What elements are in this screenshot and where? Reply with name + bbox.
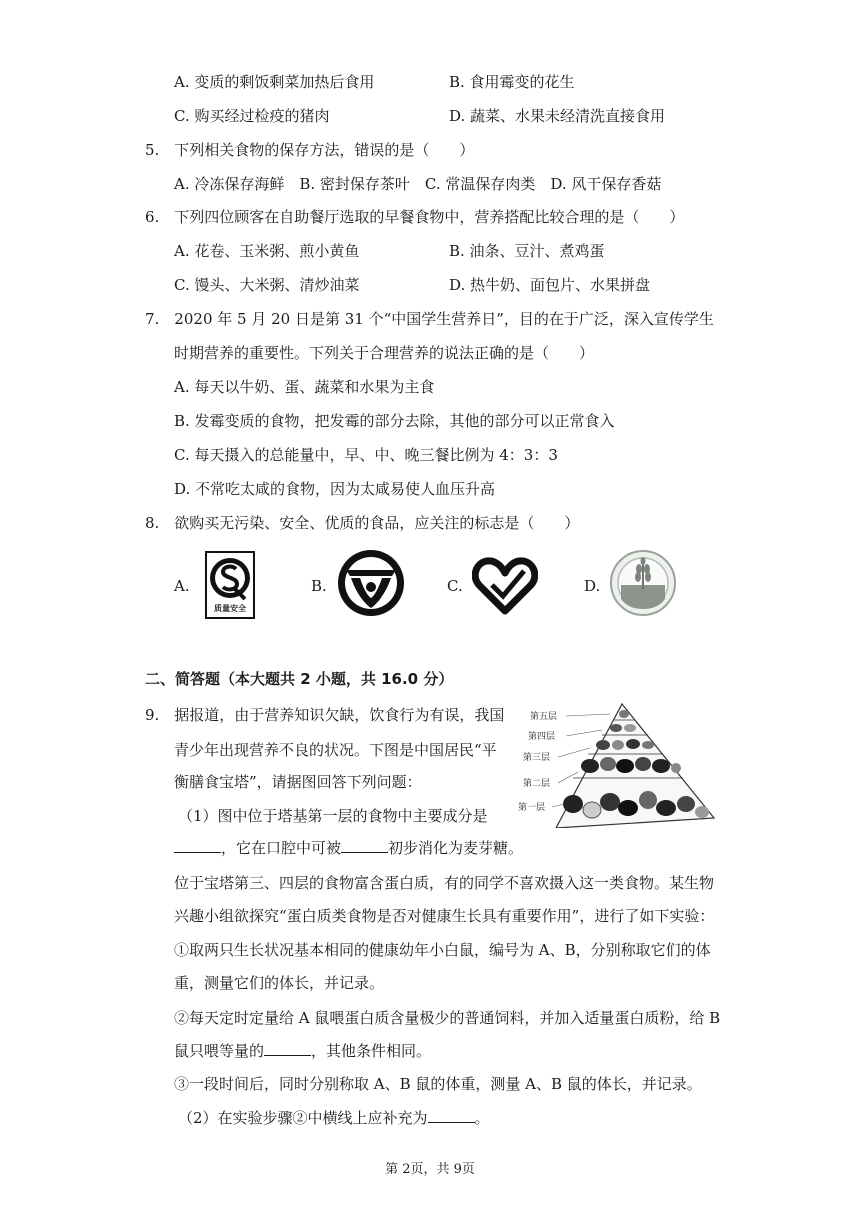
q9-line13 [178,1108,490,1128]
q9-line10: ②每天定时定量给 A 鼠喂蛋白质含量极少的普通饲料，并加入适量蛋白质粉，给 B [174,1009,721,1027]
answer-blank-4[interactable] [428,1108,475,1123]
pyramid-label-layer3: 第三层 [523,753,551,763]
balanced-diet-pyramid-figure [518,700,718,832]
q9-line13-end: 。 [474,1109,490,1127]
q9-line11 [174,1041,431,1061]
pyramid-label-layer2: 第二层 [523,779,551,789]
q9-line12: ③一段时间后，同时分别称取 A、B 鼠的体重，测量 A、B 鼠的体长，并记录。 [174,1075,702,1093]
q8-label-a: A. [174,577,190,595]
q9-line1: 9. 据报道，由于营养知识欠缺，饮食行为有误，我国 [145,706,505,724]
q7-stem-line1: 7. 2020 年 5 月 20 日是第 31 个“中国学生营养日”，目的在于广泛，深入宣传学生 [145,310,714,328]
q9-line11-part2: ，其他条件相同。 [311,1042,432,1060]
q9-line8: ①取两只生长状况基本相同的健康幼年小白鼠，编号为 A、B，分别称取它们的体 [174,941,711,959]
q9-line13-part1: （2）在实验步骤②中横线上应补充为 [178,1109,428,1127]
q6-option-b: B. 油条、豆汁、煮鸡蛋 [449,242,605,260]
organic-food-seal-logo [609,549,677,621]
q4-option-c: C. 购买经过检疫的猪肉 [174,107,330,125]
q9-line11-part1: 鼠只喂等量的 [174,1042,265,1060]
q4-option-b: B. 食用霉变的花生 [449,73,575,91]
q6-option-d: D. 热牛奶、面包片、水果拼盘 [449,276,651,294]
qs-quality-safety-logo [205,551,255,623]
q9-line5 [174,838,523,858]
q8-label-b: B. [311,577,327,595]
answer-blank-1[interactable] [174,838,221,853]
q9-line9: 重，测量它们的体长，并记录。 [174,974,385,992]
qs-logo-text: 质量安全 [214,604,246,613]
q9-line6: 位于宝塔第三、四层的食物富含蛋白质，有的同学不喜欢摄入这一类食物。某生物 [174,874,715,892]
pyramid-label-layer4: 第四层 [528,732,556,742]
q7-stem-line2: 时期营养的重要性。下列关于合理营养的说法正确的是（ ） [174,344,595,362]
answer-blank-2[interactable] [341,838,388,853]
q9-line2: 青少年出现营养不良的状况。下图是中国居民“平 [174,741,497,759]
heart-check-logo [472,555,538,619]
q7-option-b: B. 发霉变质的食物，把发霉的部分去除，其他的部分可以正常食入 [174,412,615,430]
q6-option-a: A. 花卷、玉米粥、煎小黄鱼 [174,242,360,260]
q9-line3: 衡膳食宝塔”，请据图回答下列问题： [174,773,422,791]
q8-stem: 8. 欲购买无污染、安全、优质的食品，应关注的标志是（ ） [145,514,580,532]
q7-option-c: C. 每天摄入的总能量中，早、中、晚三餐比例为 4：3：3 [174,446,558,464]
pyramid-label-layer1: 第一层 [518,803,546,813]
q9-line4: （1）图中位于塔基第一层的食物中主要成分是 [178,807,488,825]
q5-stem: 5. 下列相关食物的保存方法，错误的是（ ） [145,141,475,159]
q9-line5-part1: ，它在口腔中可被 [221,839,342,857]
q4-option-d: D. 蔬菜、水果未经清洗直接食用 [449,107,666,125]
hazard-free-food-logo [336,548,406,622]
q8-label-d: D. [584,577,601,595]
q6-stem: 6. 下列四位顾客在自助餐厅选取的早餐食物中，营养搭配比较合理的是（ ） [145,208,685,226]
page-footer: 第 2页，共 9页 [385,1162,475,1177]
q5-options: A. 冷冻保存海鲜 B. 密封保存茶叶 C. 常温保存肉类 D. 风干保存香菇 [174,175,662,193]
q9-line7: 兴趣小组欲探究“蛋白质类食物是否对健康生长具有重要作用”，进行了如下实验： [174,907,715,925]
q9-line5-part2: 初步消化为麦芽糖。 [388,839,524,857]
q6-option-c: C. 馒头、大米粥、清炒油菜 [174,276,360,294]
q7-option-d: D. 不常吃太咸的食物，因为太咸易使人血压升高 [174,480,496,498]
answer-blank-3[interactable] [264,1041,311,1056]
pyramid-label-layer5: 第五层 [530,712,558,722]
q4-option-a: A. 变质的剩饭剩菜加热后食用 [174,73,375,91]
q8-label-c: C. [447,577,463,595]
q7-option-a: A. 每天以牛奶、蛋、蔬菜和水果为主食 [174,378,435,396]
section-2-title: 二、简答题（本大题共 2 小题，共 16.0 分） [145,670,454,688]
